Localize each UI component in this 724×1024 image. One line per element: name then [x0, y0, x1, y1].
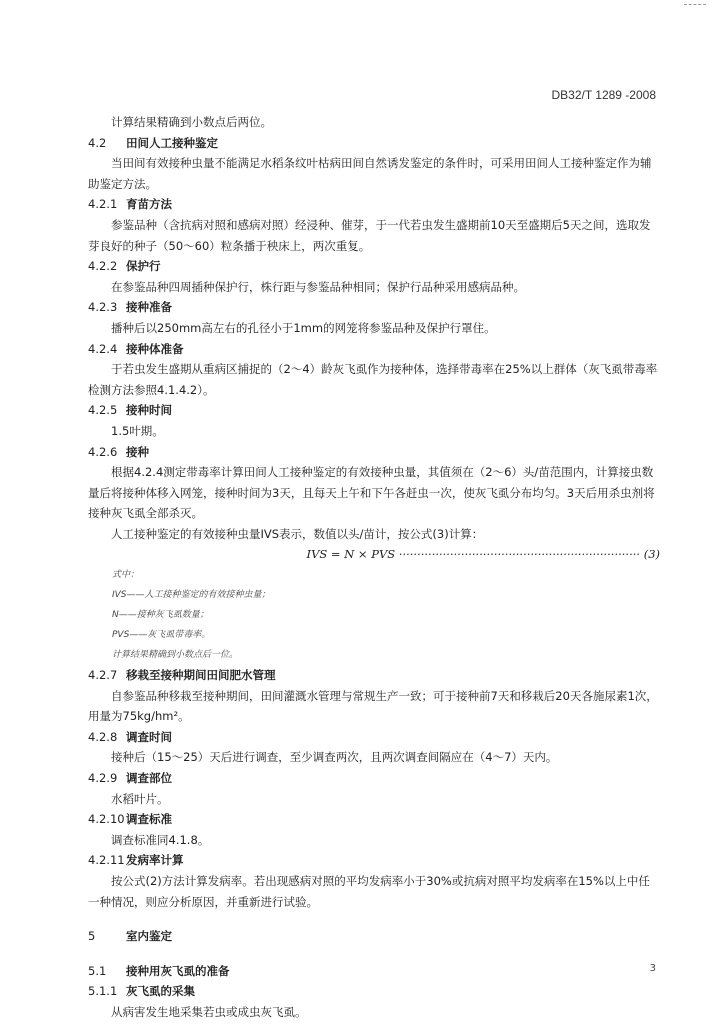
- section-heading-4-2-9: 4.2.9 调查部位: [88, 771, 172, 786]
- paragraph: 自参鉴品种移栽至接种期间，田间灌溉水管理与常规生产一致；可于接种前7天和移栽后20天各施尿素1次，用量为75kg/hm²。: [88, 688, 658, 724]
- formula-variable: PVS——灰飞虱带毒率。: [112, 630, 211, 641]
- section-heading-5-1-1: 5.1.1 灰飞虱的采集: [88, 984, 195, 999]
- section-heading-4-2-1: 4.2.1 育苗方法: [88, 197, 172, 212]
- formula-note: 计算结果精确到小数点后一位。: [112, 650, 239, 661]
- paragraph: 1.5叶期。: [111, 423, 164, 438]
- paragraph: 按公式(2)方法计算发病率。若出现感病对照的平均发病率小于30%或抗病对照平均发病率在15%以上中任一种情况，则应分析原因，并重新进行试验。: [88, 874, 650, 909]
- section-heading-4-2-10: 4.2.10调查标准: [88, 812, 172, 827]
- page-number: 3: [649, 963, 656, 974]
- paragraph: 于若虫发生盛期从重病区捕捉的（2～4）龄灰飞虱作为接种体，选择带毒率在25%以上群体（灰飞虱带毒率检测方法参照4.1.4.2）。: [88, 362, 658, 397]
- paragraph: 在参鉴品种四周插种保护行，株行距与参鉴品种相同；保护行品种采用感病品种。: [111, 279, 525, 294]
- paragraph: 水稻叶片。: [111, 791, 169, 806]
- section-heading-4-2-7: 4.2.7 移栽至接种期间田间肥水管理: [88, 668, 276, 683]
- section-heading-4-2-11: 4.2.11发病率计算: [88, 853, 184, 868]
- paragraph: 当田间有效接种虫量不能满足水稻条纹叶枯病田间自然诱发鉴定的条件时，可采用田间人工接种鉴定作为辅助鉴定方法。: [88, 156, 652, 191]
- formula-3: IVS = N × PVS ·································································· (3): [306, 547, 660, 562]
- paragraph: 播种后以250mm高左右的孔径小于1mm的网笼将参鉴品种及保护行罩住。: [111, 320, 496, 335]
- section-heading-4-2-2: 4.2.2 保护行: [88, 259, 161, 274]
- section-heading-4-2: 4.2 田间人工接种鉴定: [88, 135, 218, 150]
- paragraph: 接种后（15～25）天后进行调查，至少调查两次，且两次调查间隔应在（4～7）天内。: [111, 750, 558, 765]
- document-body: [88, 112, 660, 1023]
- section-heading-4-2-4: 4.2.4 接种体准备: [88, 341, 184, 356]
- paragraph: 计算结果精确到小数点后两位。: [111, 115, 272, 129]
- formula-variable: IVS——人工接种鉴定的有效接种虫量；: [112, 590, 271, 601]
- section-heading-5-1: 5.1 接种用灰飞虱的准备: [88, 963, 230, 978]
- paragraph: 调查标准同4.1.8。: [111, 832, 210, 847]
- standard-code: DB32/T 1289 -2008: [551, 88, 656, 102]
- formula-variable: N——接种灰飞虱数量；: [112, 610, 209, 621]
- section-heading-4-2-6: 4.2.6 接种: [88, 444, 149, 459]
- formula-where: 式中：: [112, 570, 140, 581]
- paragraph: 人工接种鉴定的有效接种虫量IVS表示，数值以头/苗计，按公式(3)计算：: [111, 526, 484, 541]
- section-heading-4-2-8: 4.2.8 调查时间: [88, 729, 172, 744]
- section-heading-4-2-3: 4.2.3 接种准备: [88, 300, 172, 315]
- paragraph: 从病害发生地采集若虫或成虫灰飞虱。: [111, 1004, 307, 1019]
- paragraph: 根据4.2.4测定带毒率计算田间人工接种鉴定的有效接种虫量，其值须在（2～6）头/苗范围内，计算接虫数量后将接种体移入网笼，接种时间为3天，且每天上午和下午各赶虫一次，使灰飞虱分布均匀。3天后用杀虫剂将接种灰飞虱全部杀灭。: [88, 465, 655, 521]
- section-heading-4-2-5: 4.2.5 接种时间: [88, 403, 172, 418]
- paragraph: 参鉴品种（含抗病对照和感病对照）经浸种、催芽，于一代若虫发生盛期前10天至盛期后5天之间，选取发芽良好的种子（50～60）粒条播于秧床上，两次重复。: [88, 217, 651, 253]
- scan-corner-mark: [684, 4, 706, 13]
- section-heading-5: 5 室内鉴定: [88, 929, 172, 944]
